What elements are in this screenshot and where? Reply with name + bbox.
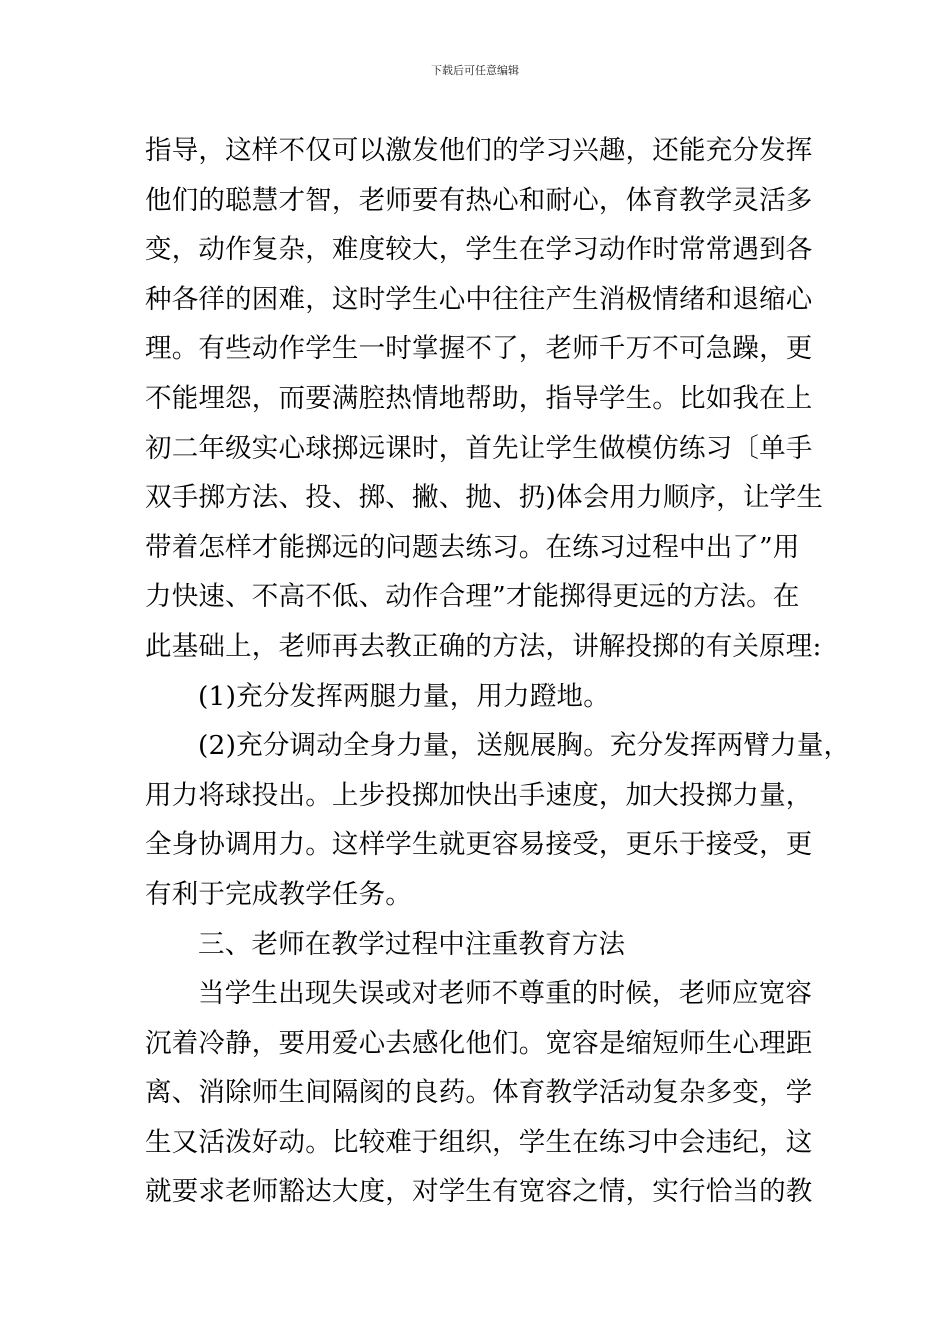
text-line: 双手掷方法、投、掷、撇、抛、扔)体会用力顺序，让学生 xyxy=(145,482,824,514)
text-line: 带着怎样才能掷远的问题去练习。在练习过程中出了”用 xyxy=(145,531,800,563)
text-line: 初二年级实心球掷远课时，首先让学生做模仿练习〔单手 xyxy=(145,432,813,464)
text-line: 力快速、不高不低、动作合理”才能掷得更远的方法。在 xyxy=(145,581,800,613)
text-line: 此基础上，老师再去教正确的方法，讲解投掷的有关原理: xyxy=(145,630,822,662)
section-heading: 三、老师在教学过程中注重教育方法 xyxy=(198,928,626,960)
list-item-2: (2)充分调动全身力量，送舰展胸。充分发挥两臂力量， xyxy=(198,730,851,762)
text-line: 指导，这样不仅可以激发他们的学习兴趣，还能充分发挥 xyxy=(145,135,813,166)
text-line: 种各徉的困难，这时学生心中往往产生消极情绪和退缩心 xyxy=(145,283,813,315)
text-line: 理。有些动作学生一时掌握不了，老师千万不可急躁，更 xyxy=(145,333,813,365)
text-line: 用力将球投出。上步投掷加快出手速度，加大投掷力量， xyxy=(145,779,813,811)
text-line: 离、消除师生间隔阂的良药。体育教学活动复杂多变，学 xyxy=(145,1077,813,1109)
list-item-1: (1)充分发挥两腿力量，用力蹬地。 xyxy=(198,680,610,712)
text-line: 就要求老师豁达大度，对学生有宽容之情，实行恰当的教 xyxy=(145,1176,813,1208)
text-line: 生又活泼好动。比较难于组织，学生在练习中会违纪，这 xyxy=(145,1126,813,1158)
text-line: 沉着冷静，要用爱心去感化他们。宽容是缩短师生心理距 xyxy=(145,1027,813,1059)
page-header-note: 下载后可任意编辑 xyxy=(431,64,519,77)
document-body xyxy=(145,126,851,1217)
text-line: 有利于完成教学任务。 xyxy=(145,878,412,910)
paragraph-start: 当学生出现失误或对老师不尊重的时候，老师应宽容 xyxy=(198,978,813,1010)
text-line: 不能埋怨，而要满腔热情地帮助，指导学生。比如我在上 xyxy=(145,382,813,414)
text-line: 变，动作复杂，难度较大，学生在学习动作时常常遇到各 xyxy=(145,234,813,266)
text-line: 全身协调用力。这样学生就更容易接受，更乐于接受，更 xyxy=(145,829,813,861)
text-line: 他们的聪慧才智，老师要有热心和耐心，体育教学灵活多 xyxy=(145,184,813,216)
